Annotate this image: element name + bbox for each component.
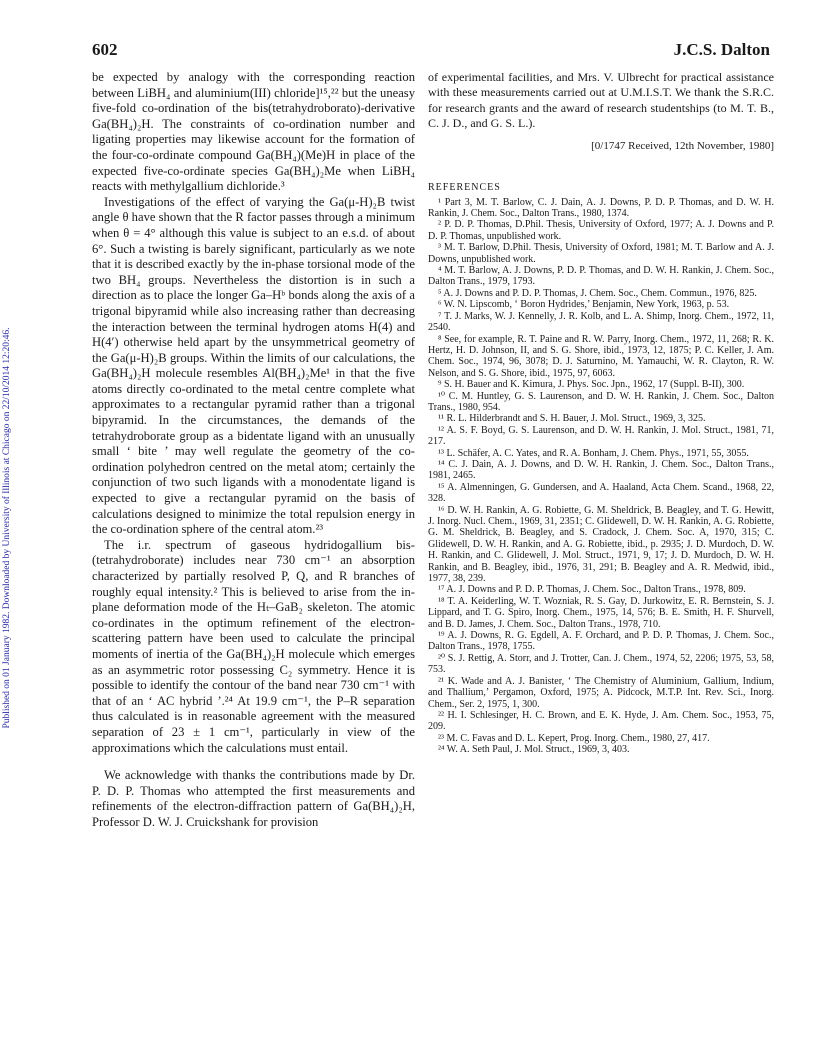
reference-item: ² P. D. P. Thomas, D.Phil. Thesis, University of Oxford, 1977; A. J. Downs and P. D. P. Thomas, unpublished work. [428,219,774,242]
reference-item: ²¹ K. Wade and A. J. Banister, ‘ The Chemistry of Aluminium, Gallium, Indium, and Thallium,’ Pergamon, Oxford, 1975; A. Pidcock, M.T.P. Int. Rev. Sci., Inorg. Chem., Ser. 2, 1975, 1, 300. [428,675,774,710]
reference-item: ¹⁶ D. W. H. Rankin, A. G. Robiette, G. M. Sheldrick, B. Beagley, and T. G. Hewitt, J. Inorg. Nucl. Chem., 1969, 31, 2351; C. Glidewell, D. W. H. Rankin, A. G. Robiette, G. M. Sheldrick, B. Beagley, and S. Cradock, J. Chem. Soc. A, 1970, 315; C. Glidewell, D. W. H. Rankin, and A. G. Robiette, ibid., p. 2935; J. D. Murdoch, D. W. H. Rankin, and C. Glidewell, J. Mol. Struct., 1971, 9, 17; J. D. Murdoch, D. W. H. Rankin, and B. Beagley, ibid., 1976, 31, 291; B. Beagley and A. R. Medwid, ibid., 1977, 38, 239. [428,504,774,585]
references-list [428,197,774,756]
paragraph: be expected by analogy with the corresponding reaction between LiBH₄ and aluminium(III) chloride]¹⁵,²² but the uneasy five-fold co-ordination of the bis(tetrahydroborato)-derivative Ga(BH₄)₂H. The constraints of co-ordination number and ligating properties may likewise account for the formation of the four-co-ordinate compound Ga(BH₄)(Me)H in place of the expected five-co-ordinate species Ga(BH₄)₂Me when LiBH₄ reacts with methylgallium dichloride.³ [92,70,415,194]
reference-item: ⁸ See, for example, R. T. Paine and R. W. Parry, Inorg. Chem., 1972, 11, 268; R. K. Hertz, H. D. Johnson, II, and S. G. Shore, ibid., 1973, 12, 1875; P. C. Keller, J. Am. Chem. Soc., 1974, 96, 3078; D. J. Saturnino, M. Yamauchi, W. R. Clayton, R. W. Nelson, and S. G. Shore, ibid., 1975, 97, 6063. [428,333,774,379]
received-date: [0/1747 Received, 12th November, 1980] [591,139,774,152]
left-column [92,70,415,831]
reference-item: ²³ M. C. Favas and D. L. Kepert, Prog. Inorg. Chem., 1980, 27, 417. [438,732,710,744]
reference-item: ³ M. T. Barlow, D.Phil. Thesis, University of Oxford, 1981; M. T. Barlow and A. J. Downs, unpublished work. [428,242,774,265]
reference-item: ¹⁸ T. A. Keiderling, W. T. Wozniak, R. S. Gay, D. Jurkowitz, E. R. Bernstein, S. J. Lippard, and T. G. Spiro, Inorg. Chem., 1975, 14, 576; B. E. Smith, H. F. Shurvell, and B. D. James, J. Chem. Soc., Dalton Trans., 1978, 710. [428,595,774,630]
reference-item: ⁶ W. N. Lipscomb, ‘ Boron Hydrides,’ Benjamin, New York, 1963, p. 53. [438,299,730,311]
reference-item: ⁹ S. H. Bauer and K. Kimura, J. Phys. Soc. Jpn., 1962, 17 (Suppl. B-II), 300. [438,379,745,391]
journal-title: J.C.S. Dalton [673,40,770,59]
page-header [92,40,770,64]
reference-item: ¹³ L. Schäfer, A. C. Yates, and R. A. Bonham, J. Chem. Phys., 1971, 55, 3055. [438,447,749,459]
paragraph: The i.r. spectrum of gaseous hydridogallium bis-(tetrahydroborate) includes near 730 cm⁻¹ an absorption characterized by partially resolved P, Q, and R branches of roughly equal intensity.² This is believed to arise from the in-plane deformation mode of the Hₜ–GaB₂ skeleton. The atomic co-ordinates in the optimum refinement of the electron-scattering pattern have been used to calculate the principal moments of inertia of the Ga(BH₄)₂H molecule which emerges as an asymmetric rotor possessing C₂ symmetry. Hence it is possible to identify the contour of the band near 730 cm⁻¹ with that of an ‘ AC hybrid ’.²⁴ At 19.9 cm⁻¹, the P–R separation thus calculated is in reasonable agreement with the measured separation of 23 ± 1 cm⁻¹, particularly in view of the approximations which the calculations must entail. [92,537,415,755]
references-heading: REFERENCES [428,181,501,193]
paragraph: Investigations of the effect of varying the Ga(μ-H)₂B twist angle θ have shown that the R factor passes through a minimum when θ = 4° although this value is subject to an e.s.d. of about 6°. Such a twisting is barely significant, particularly as we note that it is described exactly by the in-phase torsional mode of the two BH₄ groups. Nevertheless the distortion is in such a direction as to place the longer Ga–Hᵇ bonds along the axis of a trigonal bipyramid while also increasing rather than decreasing the interaction between the terminal hydrogen atoms H(4) and H(4′) otherwise held apart by the unsymmetrical geometry of the Ga(μ-H)₂B groups. Within the limits of our calculations, the Ga(BH₄)₂H molecule resembles Al(BH₄)₂Me¹ in that the five atoms directly co-ordinated to the metal centre complete what approximates to a rectangular pyramid rather than a trigonal bipyramid. In the circumstances, the demands of the tetrahydroborate group as a bidentate ligand with an unusually small ‘ bite ’ may well regulate the geometry of the co-ordination polyhedron centred on the metal atom; certainly the conjunction of two such ligands with a monodentate ligand is expected to give a rectangular pyramid on the basis of calculations designed to minimize the total repulsion energy in the co-ordination sphere of the central atom.²³ [92,194,415,537]
reference-item: ⁵ A. J. Downs and P. D. P. Thomas, J. Chem. Soc., Chem. Commun., 1976, 825. [438,287,757,299]
reference-item: ¹⁹ A. J. Downs, R. G. Egdell, A. F. Orchard, and P. D. P. Thomas, J. Chem. Soc., Dalton Trans., 1978, 1755. [428,630,774,653]
reference-item: ¹² A. S. F. Boyd, G. S. Laurenson, and D. W. H. Rankin, J. Mol. Struct., 1981, 71, 217. [428,424,774,448]
reference-item: ¹¹ R. L. Hilderbrandt and S. H. Bauer, J. Mol. Struct., 1969, 3, 325. [438,413,706,425]
reference-item: ²⁴ W. A. Seth Paul, J. Mol. Struct., 1969, 3, 403. [438,744,630,756]
download-watermark [2,327,22,729]
reference-item: ⁷ T. J. Marks, W. J. Kennelly, J. R. Kolb, and L. A. Shimp, Inorg. Chem., 1972, 11, 2540. [428,310,774,334]
reference-item: ¹⁴ C. J. Dain, A. J. Downs, and D. W. H. Rankin, J. Chem. Soc., Dalton Trans., 1981, 2465. [428,458,774,482]
download-notice: Published on 01 January 1982. Downloaded by University of Illinois at Chicago on 22/10/2014 12:20:46. [2,327,12,729]
acknowledgement-continued: of experimental facilities, and Mrs. V. Ulbrecht for practical assistance with these measurements carried out at U.M.I.S.T. We thank the S.R.C. for research grants and the award of research studentships (to M. T. B., C. J. D., and G. S. L.). [428,70,774,131]
reference-item: ²⁰ S. J. Rettig, A. Storr, and J. Trotter, Can. J. Chem., 1974, 52, 2206; 1975, 53, 58, 753. [428,652,774,676]
reference-item: ¹ Part 3, M. T. Barlow, C. J. Dain, A. J. Downs, P. D. P. Thomas, and D. W. H. Rankin, J. Chem. Soc., Dalton Trans., 1980, 1374. [428,196,774,220]
page-number: 602 [92,40,118,59]
reference-item: ¹⁵ A. Almenningen, G. Gundersen, and A. Haaland, Acta Chem. Scand., 1968, 22, 328. [428,481,774,505]
reference-item: ¹⁷ A. J. Downs and P. D. P. Thomas, J. Chem. Soc., Dalton Trans., 1978, 809. [438,584,746,596]
reference-item: ²² H. I. Schlesinger, H. C. Brown, and E. K. Hyde, J. Am. Chem. Soc., 1953, 75, 209. [428,709,774,733]
acknowledgement: We acknowledge with thanks the contributions made by Dr. P. D. P. Thomas who attempted the first measurements and refinements of the electron-diffraction pattern of Ga(BH₄)₂H, Professor D. W. J. Cruickshank for provision [92,768,415,829]
right-column [428,70,774,756]
reference-item: ⁴ M. T. Barlow, A. J. Downs, P. D. P. Thomas, and D. W. H. Rankin, J. Chem. Soc., Dalton Trans., 1979, 1793. [428,265,774,288]
reference-item: ¹⁰ C. M. Huntley, G. S. Laurenson, and D. W. H. Rankin, J. Chem. Soc., Dalton Trans., 1980, 954. [428,390,774,413]
